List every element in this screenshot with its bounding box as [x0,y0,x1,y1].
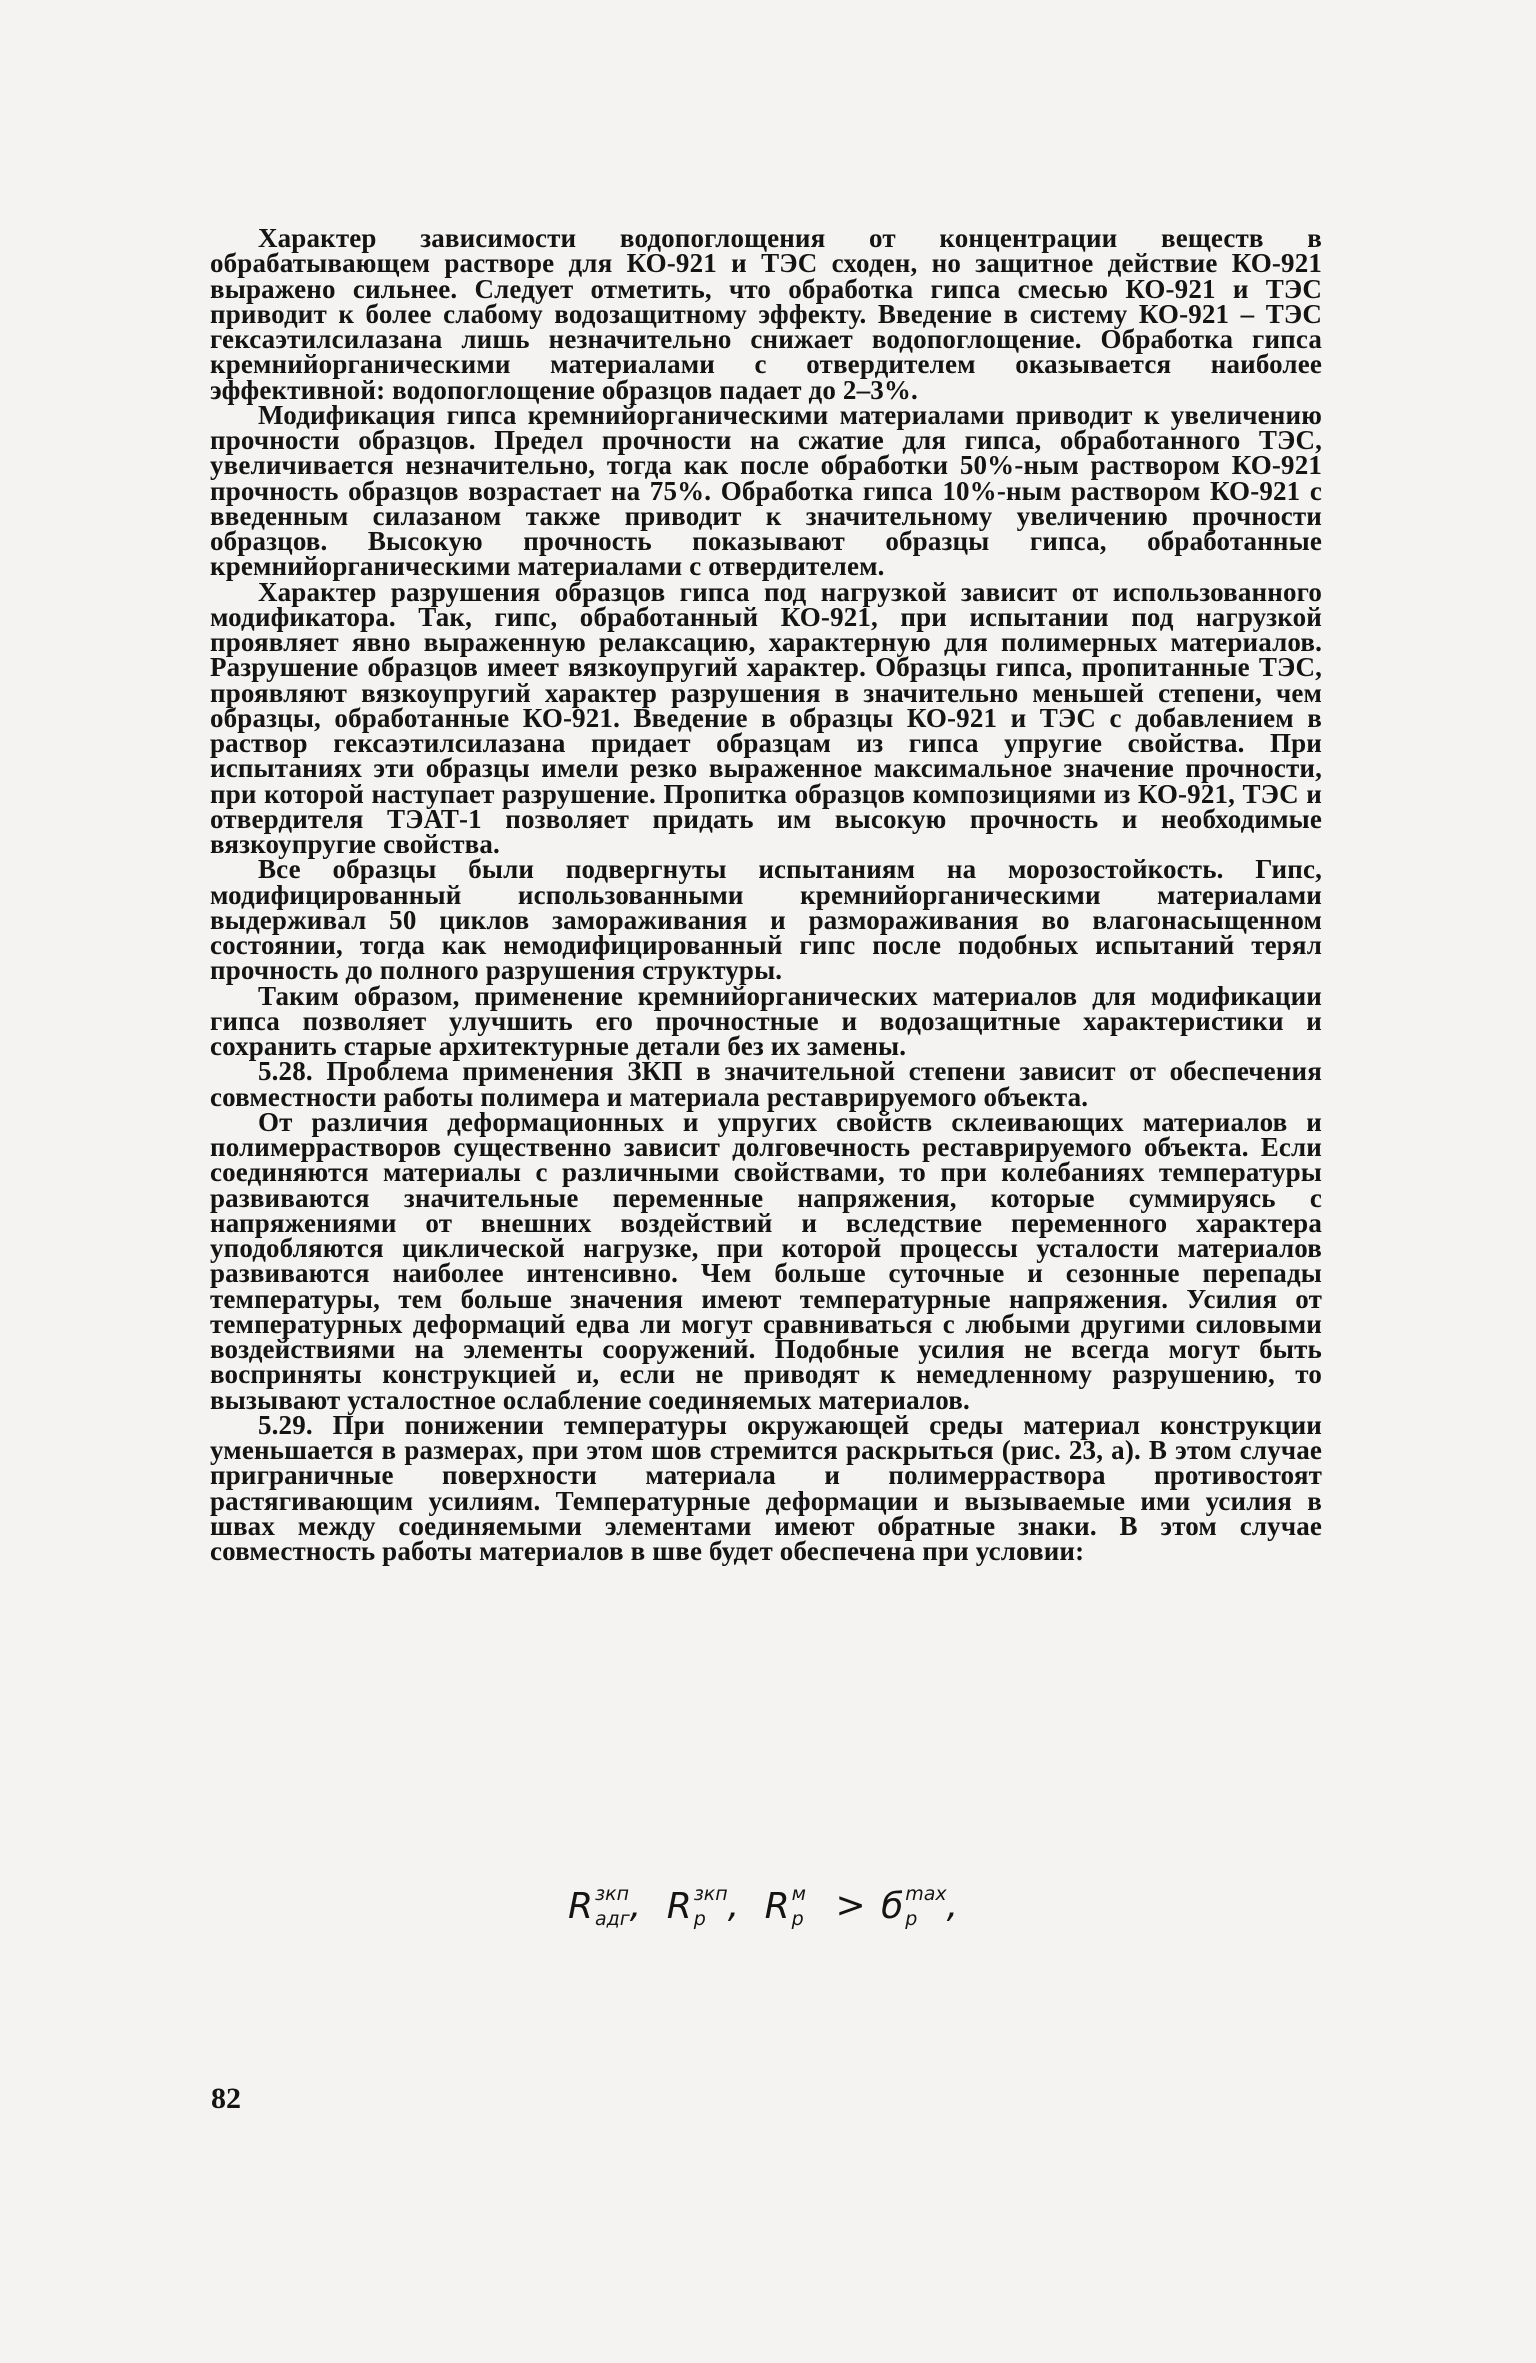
formula-term-tensile-zkp: R зкп р , [666,1883,740,1930]
formula-term-adhesion: R зкп адг , [568,1883,642,1930]
formula-term-max-stress: б max р , [881,1883,959,1930]
paragraph-strength: Модификация гипса кремнийорганическими материалами приводит к увеличению прочности образцов. Предел прочности на сжатие для гипса, обработанного ТЭС, увеличивается незначительно, тогда как после обработки 50%-ным раствором КО-921 прочность образцов возрастает на 75%. Обработка гипса 10%-ным раствором КО-921 с введенным силазаном также приводит к значительному увеличению прочности образцов. Высокую прочность показывают образцы гипса, обработанные кремнийорганическими материалами с отвердителем. [210,399,1322,582]
paragraph-water-absorption: Характер зависимости водопоглощения от концентрации веществ в обрабатывающем растворе для КО-921 и ТЭС сходен, но защитное действие КО-921 выражено сильнее. Следует отметить, что обработка гипса смесью КО-921 и ТЭС приводит к более слабому водозащитному эффекту. Введение в систему КО-921 – ТЭС гексаэтилсилазана лишь незначительно снижает водопоглощение. Обработка гипса кремнийорганическими материалами с отвердителем оказывается наиболее эффективной: водопоглощение образцов падает до 2–3%. [210,223,1322,405]
paragraph-section-5-29: 5.29. При понижении температуры окружающей среды материал конструкции уменьшается в размерах, при этом шов стремится раскрыться (рис. 23, а). В этом случае приграничные поверхности материала и полимерраствора противостоят растягивающим усилиям. Температурные деформации и вызываемые ими усилия в швах между соединяемыми элементами имеют обратные знаки. В этом случае совместность работы материалов в шве будет обеспечена при условии: [210,1409,1322,1566]
formula-operator: > [835,1885,866,1926]
formula-term-tensile-material: R м р [764,1883,806,1930]
paragraph-fracture: Характер разрушения образцов гипса под нагрузкой зависит от использованного модификатора. Так, гипс, обработанный КО-921, при испытании под нагрузкой проявляет явно выраженную релаксацию, характерную для полимерных материалов. Разрушение образцов имеет вязкоупругий характер. Образцы гипса, пропитанные ТЭС, проявляют вязкоупругий характер разрушения в значительно меньшей степени, чем образцы, обработанные КО-921. Введение в образцы КО-921 и ТЭС с добавлением в раствор гексаэтилсилазана придает образцам из гипса упругие свойства. При испытаниях эти образцы имели резко выраженное максимальное значение прочности, при которой наступает разрушение. Пропитка образцов композициями из КО-921, ТЭС и отвердителя ТЭАТ-1 позволяет придать им высокую прочность и необходимые вязкоупругие свойства. [210,576,1322,859]
paragraph-conclusion: Таким образом, применение кремнийорганических материалов для модификации гипса позволяет улучшить его прочностные и водозащитные характеристики и сохранить старые архитектурные детали без их замены. [210,980,1322,1061]
paragraph-frost-resistance: Все образцы были подвергнуты испытаниям на морозостойкость. Гипс, модифицированный использованными кремнийорганическими материалами выдерживал 50 циклов замораживания и размораживания во влагонасыщенном состоянии, тогда как немодифицированный гипс после подобных испытаний терял прочность до полного разрушения структуры. [210,854,1322,986]
page-number: 82 [211,2082,241,2115]
compatibility-condition-formula [568,1882,972,1931]
body-text [210,223,1322,1566]
paragraph-deformation: От различия деформационных и упругих свойств склеивающих материалов и полимеррастворов существенно зависит долговечность реставрируемого объекта. Если соединяются материалы с различными свойствами, то при колебаниях температуры развиваются значительные переменные напряжения, которые суммируясь с напряжениями от внешних воздействий и вследствие переменного характера уподобляются циклической нагрузке, при которой процессы усталости материалов развиваются наиболее интенсивно. Чем больше суточные и сезонные перепады температуры, тем больше значения имеют температурные напряжения. Усилия от температурных деформаций едва ли могут сравниваться с любыми другими силовыми воздействиями на элементы сооружений. Подобные усилия не всегда могут быть восприняты конструкцией и, если не приводят к немедленному разрушению, то вызывают усталостное ослабление соединяемых материалов. [210,1106,1322,1415]
paragraph-section-5-28: 5.28. Проблема применения ЗКП в значительной степени зависит от обеспечения совместности работы полимера и материала реставрируемого объекта. [210,1056,1322,1112]
